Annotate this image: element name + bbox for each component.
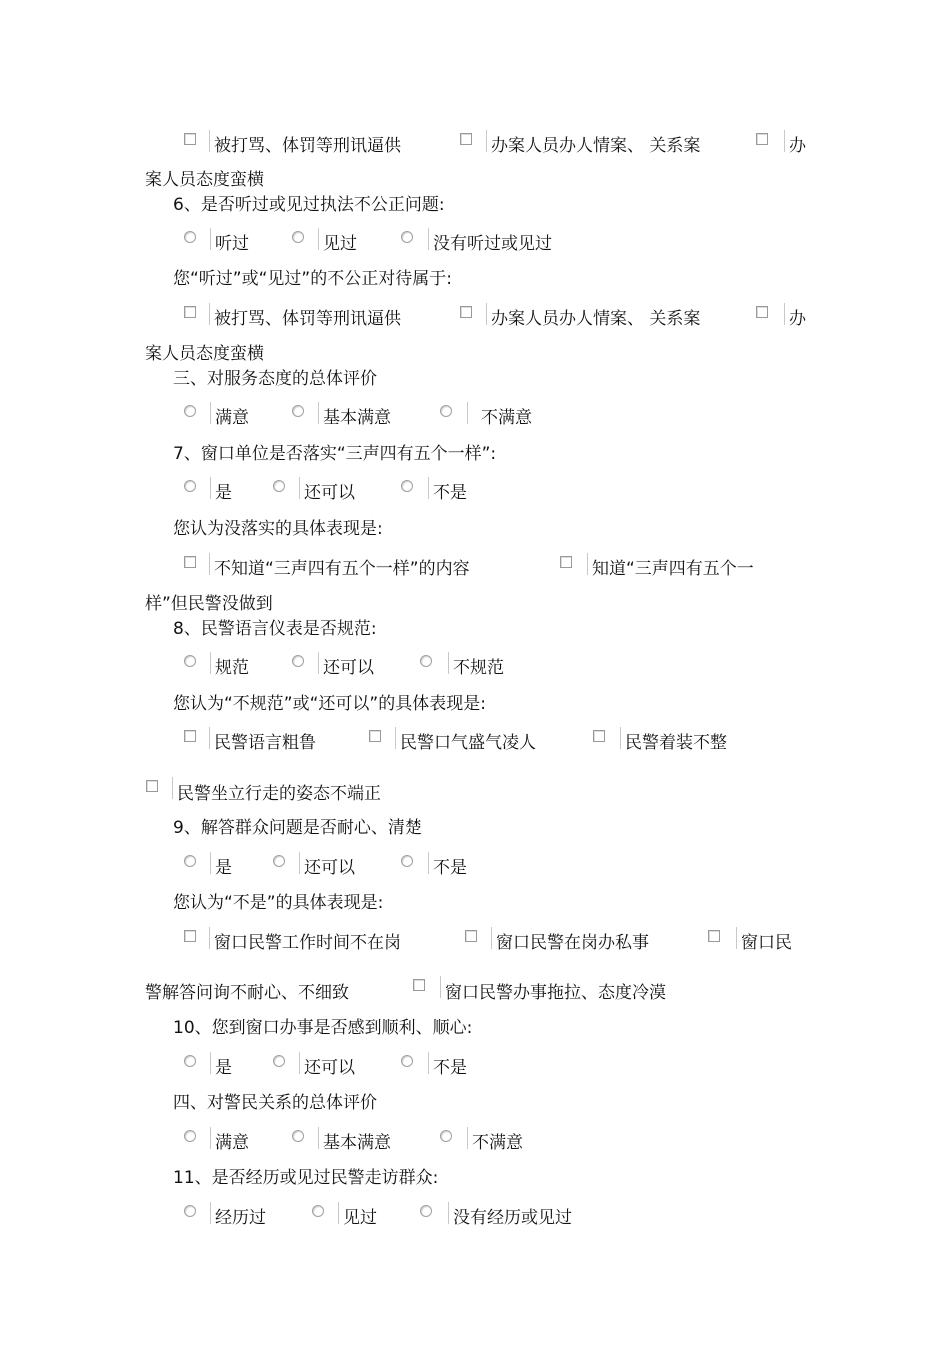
q9-sub-option-c-continued: 警解答问询不耐心、不细致 xyxy=(145,983,349,1003)
separator xyxy=(467,1127,468,1149)
separator xyxy=(395,727,396,749)
q11-option-2-label: 见过 xyxy=(343,1208,377,1228)
q6-option-3-label: 没有听过或见过 xyxy=(433,234,552,254)
separator xyxy=(210,477,211,499)
separator xyxy=(210,852,211,874)
separator xyxy=(428,852,429,874)
s4-option-1-label: 满意 xyxy=(215,1133,249,1153)
separator xyxy=(299,1052,300,1074)
q8-option-1-label: 规范 xyxy=(215,658,249,678)
separator xyxy=(428,228,429,250)
q7-radio-2[interactable] xyxy=(273,480,285,492)
q5-option-b-label: 办案人员办人情案、 关系案 xyxy=(491,136,701,156)
q8-radio-3[interactable] xyxy=(420,655,432,667)
q7-checkbox-b[interactable] xyxy=(560,556,572,568)
q11-option-1-label: 经历过 xyxy=(215,1208,266,1228)
separator xyxy=(467,402,468,424)
q11-radio-3[interactable] xyxy=(420,1205,432,1217)
q11-radio-2[interactable] xyxy=(312,1205,324,1217)
separator xyxy=(209,553,210,575)
q7-radio-1[interactable] xyxy=(184,480,196,492)
q6-checkbox-b[interactable] xyxy=(460,306,472,318)
s3-radio-2[interactable] xyxy=(292,405,304,417)
q9-radio-1[interactable] xyxy=(184,855,196,867)
separator xyxy=(172,777,173,799)
separator xyxy=(318,228,319,250)
q9-sub-option-d-label: 窗口民警办事拖拉、态度冷漠 xyxy=(445,983,666,1003)
q11-option-3-label: 没有经历或见过 xyxy=(453,1208,572,1228)
q9-checkbox-c[interactable] xyxy=(708,930,720,942)
separator xyxy=(736,927,737,949)
q8-checkbox-d[interactable] xyxy=(146,780,158,792)
separator xyxy=(440,976,441,998)
separator xyxy=(338,1202,339,1224)
q8-option-2-label: 还可以 xyxy=(323,658,374,678)
separator xyxy=(209,927,210,949)
q9-checkbox-a[interactable] xyxy=(184,930,196,942)
q6-sub-option-b-label: 办案人员办人情案、 关系案 xyxy=(491,309,701,329)
q10-radio-2[interactable] xyxy=(273,1055,285,1067)
separator xyxy=(428,477,429,499)
section-3-title: 三、对服务态度的总体评价 xyxy=(173,369,377,389)
s4-radio-3[interactable] xyxy=(440,1130,452,1142)
separator xyxy=(491,927,492,949)
q7-option-1-label: 是 xyxy=(215,483,232,503)
q9-option-2-label: 还可以 xyxy=(304,858,355,878)
q6-checkbox-a[interactable] xyxy=(184,306,196,318)
q8-sub-option-a-label: 民警语言粗鲁 xyxy=(214,733,316,753)
separator xyxy=(318,1127,319,1149)
s3-option-3-label: 不满意 xyxy=(481,408,532,428)
q8-option-3-label: 不规范 xyxy=(453,658,504,678)
q7-sub-question: 您认为没落实的具体表现是: xyxy=(173,519,383,539)
separator xyxy=(210,228,211,250)
separator xyxy=(210,402,211,424)
separator xyxy=(486,130,487,152)
q8-checkbox-a[interactable] xyxy=(184,730,196,742)
q7-sub-option-b-continued: 样”但民警没做到 xyxy=(145,594,273,614)
q9-option-3-label: 不是 xyxy=(433,858,467,878)
q11-title: 11、是否经历或见过民警走访群众: xyxy=(173,1168,439,1188)
q5-option-a-label: 被打骂、体罚等刑讯逼供 xyxy=(214,136,401,156)
q9-checkbox-b[interactable] xyxy=(465,930,477,942)
q6-sub-option-a-label: 被打骂、体罚等刑讯逼供 xyxy=(214,309,401,329)
q6-sub-option-c-continued: 案人员态度蛮横 xyxy=(145,344,264,364)
q9-title: 9、解答群众问题是否耐心、清楚 xyxy=(173,818,422,838)
separator xyxy=(209,130,210,152)
q6-option-1-label: 听过 xyxy=(215,234,249,254)
q8-checkbox-c[interactable] xyxy=(593,730,605,742)
q6-radio-3[interactable] xyxy=(401,231,413,243)
separator xyxy=(318,402,319,424)
q10-radio-1[interactable] xyxy=(184,1055,196,1067)
q8-radio-1[interactable] xyxy=(184,655,196,667)
separator xyxy=(784,130,785,152)
separator xyxy=(587,553,588,575)
s4-radio-1[interactable] xyxy=(184,1130,196,1142)
q7-radio-3[interactable] xyxy=(401,480,413,492)
separator xyxy=(299,852,300,874)
q6-option-2-label: 见过 xyxy=(323,234,357,254)
q9-sub-option-b-label: 窗口民警在岗办私事 xyxy=(496,933,649,953)
s3-option-2-label: 基本满意 xyxy=(323,408,391,428)
q6-radio-1[interactable] xyxy=(184,231,196,243)
q10-option-1-label: 是 xyxy=(215,1058,232,1078)
s4-option-3-label: 不满意 xyxy=(472,1133,523,1153)
q6-checkbox-c[interactable] xyxy=(756,306,768,318)
q11-radio-1[interactable] xyxy=(184,1205,196,1217)
s3-option-1-label: 满意 xyxy=(215,408,249,428)
q5-option-c-label: 办 xyxy=(789,136,806,156)
q10-radio-3[interactable] xyxy=(401,1055,413,1067)
q8-sub-option-b-label: 民警口气盛气凌人 xyxy=(400,733,536,753)
q9-sub-question: 您认为“不是”的具体表现是: xyxy=(173,893,384,913)
q6-sub-option-c-label: 办 xyxy=(789,309,806,329)
q9-sub-option-a-label: 窗口民警工作时间不在岗 xyxy=(214,933,401,953)
q6-title: 6、是否听过或见过执法不公正问题: xyxy=(173,195,445,215)
q9-radio-3[interactable] xyxy=(401,855,413,867)
separator xyxy=(209,727,210,749)
q8-title: 8、民警语言仪表是否规范: xyxy=(173,619,377,639)
separator xyxy=(428,1052,429,1074)
q10-title: 10、您到窗口办事是否感到顺利、顺心: xyxy=(173,1018,473,1038)
s3-radio-1[interactable] xyxy=(184,405,196,417)
q8-radio-2[interactable] xyxy=(292,655,304,667)
separator xyxy=(210,1052,211,1074)
q7-sub-option-a-label: 不知道“三声四有五个一样”的内容 xyxy=(214,559,470,579)
separator xyxy=(209,303,210,325)
q6-radio-2[interactable] xyxy=(292,231,304,243)
separator xyxy=(448,1202,449,1224)
q10-option-3-label: 不是 xyxy=(433,1058,467,1078)
section-4-title: 四、对警民关系的总体评价 xyxy=(173,1093,377,1113)
s4-radio-2[interactable] xyxy=(292,1130,304,1142)
separator xyxy=(210,652,211,674)
s3-radio-3[interactable] xyxy=(440,405,452,417)
separator xyxy=(784,303,785,325)
q5-checkbox-b[interactable] xyxy=(460,133,472,145)
q6-sub-question: 您“听过”或“见过”的不公正对待属于: xyxy=(173,269,452,289)
separator xyxy=(299,477,300,499)
q9-option-1-label: 是 xyxy=(215,858,232,878)
q7-checkbox-a[interactable] xyxy=(184,556,196,568)
q8-sub-option-c-label: 民警着装不整 xyxy=(625,733,727,753)
q5-option-c-continued: 案人员态度蛮横 xyxy=(145,170,264,190)
separator xyxy=(210,1202,211,1224)
q9-radio-2[interactable] xyxy=(273,855,285,867)
separator xyxy=(210,1127,211,1149)
q7-title: 7、窗口单位是否落实“三声四有五个一样”: xyxy=(173,444,497,464)
q8-sub-question: 您认为“不规范”或“还可以”的具体表现是: xyxy=(173,694,486,714)
q7-option-3-label: 不是 xyxy=(433,483,467,503)
q5-checkbox-c[interactable] xyxy=(756,133,768,145)
q8-checkbox-b[interactable] xyxy=(369,730,381,742)
q9-checkbox-d[interactable] xyxy=(413,979,425,991)
separator xyxy=(318,652,319,674)
s4-option-2-label: 基本满意 xyxy=(323,1133,391,1153)
separator xyxy=(620,727,621,749)
q9-sub-option-c-label: 窗口民 xyxy=(741,933,792,953)
q7-sub-option-b-label: 知道“三声四有五个一 xyxy=(592,559,754,579)
q10-option-2-label: 还可以 xyxy=(304,1058,355,1078)
separator xyxy=(486,303,487,325)
q7-option-2-label: 还可以 xyxy=(304,483,355,503)
separator xyxy=(448,652,449,674)
q5-checkbox-a[interactable] xyxy=(184,133,196,145)
q8-sub-option-d-label: 民警坐立行走的姿态不端正 xyxy=(177,784,381,804)
